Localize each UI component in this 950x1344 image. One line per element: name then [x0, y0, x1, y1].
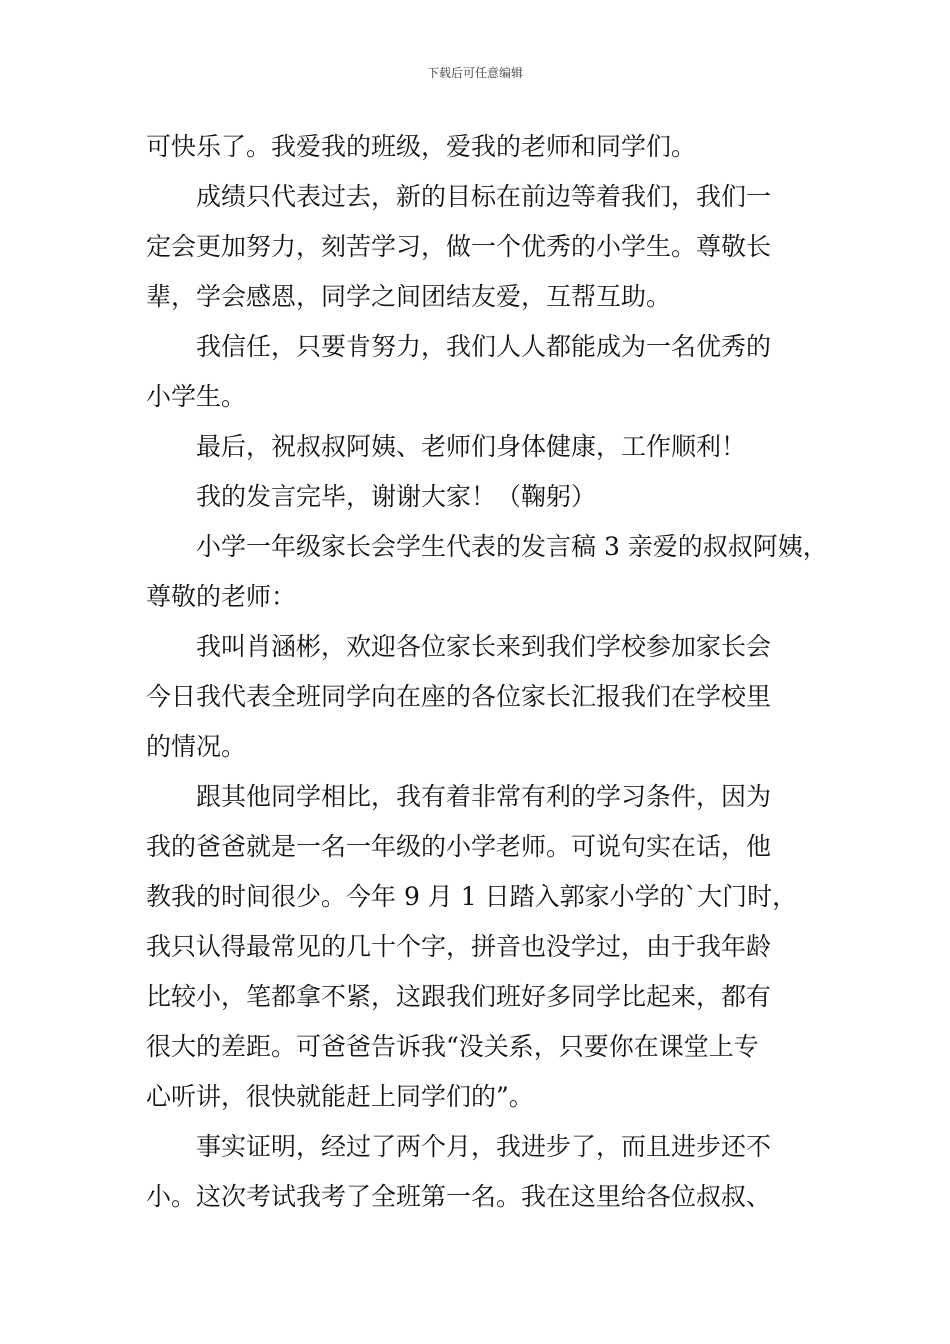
- text-line: 今日我代表全班同学向在座的各位家长汇报我们在学校里: [146, 682, 772, 711]
- text-line: 我叫肖涵彬，欢迎各位家长来到我们学校参加家长会: [196, 632, 772, 661]
- text-line: 我的发言完毕，谢谢大家！（鞠躬）: [196, 482, 597, 511]
- text-line: 我的爸爸就是一名一年级的小学老师。可说句实在话，他: [146, 832, 772, 861]
- text-line: 事实证明，经过了两个月，我进步了，而且进步还不: [196, 1132, 772, 1161]
- text-line: 小学一年级家长会学生代表的发言稿 3 亲爱的叔叔阿姨，: [196, 532, 828, 561]
- text-line: 定会更加努力，刻苦学习，做一个优秀的小学生。尊敬长: [146, 232, 772, 261]
- text-line: 我信任，只要肯努力，我们人人都能成为一名优秀的: [196, 332, 772, 361]
- text-line: 小。这次考试我考了全班第一名。我在这里给各位叔叔、: [146, 1182, 772, 1211]
- header-note: 下载后可任意编辑: [426, 66, 523, 80]
- text-line: 很大的差距。可爸爸告诉我“没关系，只要你在课堂上专: [146, 1032, 759, 1061]
- text-line: 成绩只代表过去，新的目标在前边等着我们，我们一: [196, 182, 772, 211]
- text-line: 跟其他同学相比，我有着非常有利的学习条件，因为: [196, 782, 772, 811]
- text-line: 最后，祝叔叔阿姨、老师们身体健康，工作顺利！: [196, 432, 747, 461]
- text-line: 辈，学会感恩，同学之间团结友爱，互帮互助。: [146, 282, 672, 311]
- text-line: 小学生。: [146, 382, 247, 411]
- text-line: 的情况。: [146, 732, 247, 761]
- document-body: [146, 122, 828, 1222]
- text-line: 比较小，笔都拿不紧，这跟我们班好多同学比起来，都有: [146, 982, 772, 1011]
- text-line: 可快乐了。我爱我的班级，爱我的老师和同学们。: [146, 132, 697, 161]
- text-line: 心听讲，很快就能赶上同学们的”。: [146, 1082, 534, 1111]
- text-line: 我只认得最常见的几十个字，拼音也没学过，由于我年龄: [146, 932, 772, 961]
- text-line: 尊敬的老师：: [146, 582, 297, 611]
- text-line: 教我的时间很少。今年 9 月 1 日踏入郭家小学的`大门时，: [146, 882, 798, 911]
